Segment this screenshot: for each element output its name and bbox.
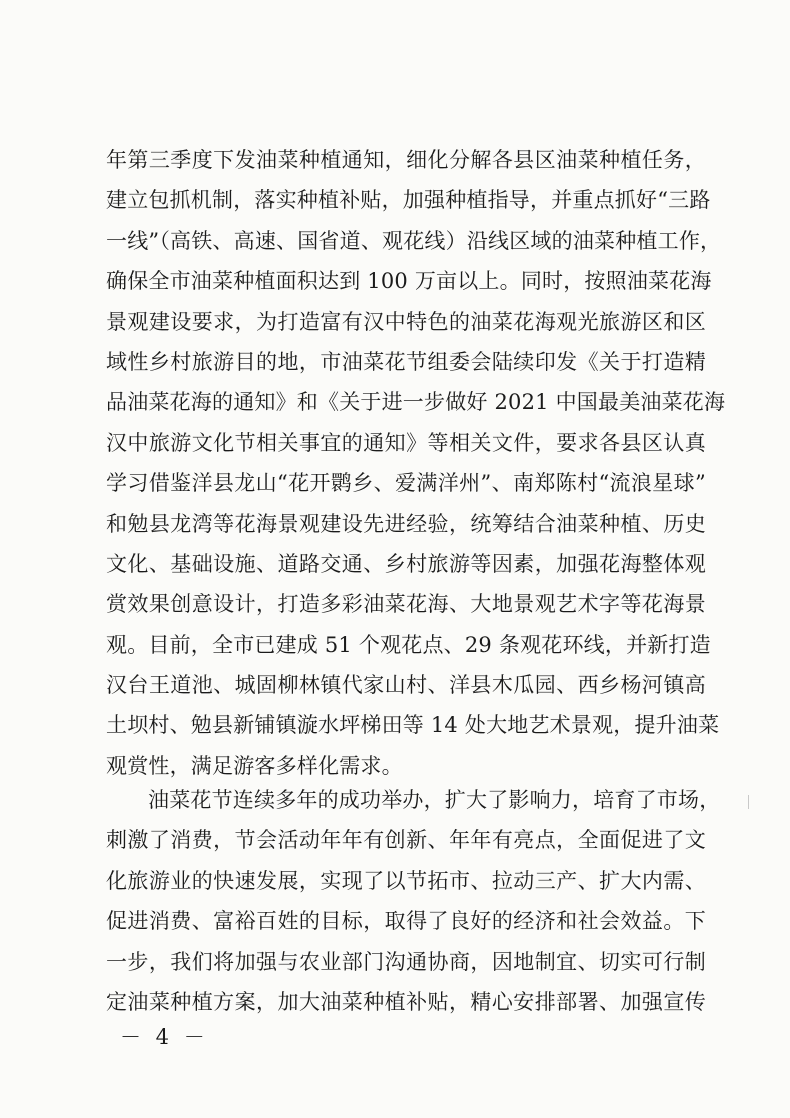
text-line: 观赏性，满足游客多样化需求。: [106, 753, 403, 778]
text-line: 汉台王道池、城固柳林镇代家山村、洋县木瓜园、西乡杨河镇高: [106, 673, 706, 698]
text-line: 赏效果创意设计，打造多彩油菜花海、大地景观艺术字等花海景: [106, 592, 706, 617]
page-number: － 4 －: [120, 1025, 209, 1049]
paragraph-1: [106, 140, 726, 786]
text-line: 品油菜花海的通知》和《关于进一步做好 2021 中国最美油菜花海: [106, 390, 726, 415]
text-line: 建立包抓机制，落实种植补贴，加强种植指导，并重点抓好“三路: [106, 188, 711, 213]
text-line: 一步，我们将加强与农业部门沟通协商，因地制宜、切实可行制: [106, 949, 706, 974]
text-line: 定油菜种植方案，加大油菜种植补贴，精心安排部署、加强宣传: [106, 989, 706, 1014]
text-line: 和勉县龙湾等花海景观建设先进经验，统筹结合油菜种植、历史: [106, 511, 706, 536]
text-line: 学习借鉴洋县龙山“花开鹮乡、爱满洋州”、南郑陈村“流浪星球”: [106, 471, 706, 496]
text-line: 促进消费、富裕百姓的目标，取得了良好的经济和社会效益。下: [106, 909, 706, 934]
text-line: 土坝村、勉县新铺镇漩水坪梯田等 14 处大地艺术景观，提升油菜: [106, 713, 720, 738]
text-line: 确保全市油菜种植面积达到 100 万亩以上。同时，按照油菜花海: [106, 269, 712, 294]
text-line: 一线”（高铁、高速、国省道、观花线）沿线区域的油菜种植工作，: [106, 228, 722, 253]
text-line: 油菜花节连续多年的成功举办，扩大了影响力，培育了市场，: [148, 788, 721, 812]
text-line: 刺激了消费，节会活动年年有创新、年年有亮点，全面促进了文: [106, 828, 706, 853]
text-line: 汉中旅游文化节相关事宜的通知》等相关文件，要求各县区认真: [106, 430, 706, 455]
text-line: 年第三季度下发油菜种植通知，细化分解各县区油菜种植任务，: [106, 148, 706, 172]
text-line: 化旅游业的快速发展，实现了以节拓市、拉动三产、扩大内需、: [106, 868, 706, 893]
text-line: 景观建设要求，为打造富有汉中特色的油菜花海观光旅游区和区: [106, 309, 706, 334]
text-line: 域性乡村旅游目的地，市油菜花节组委会陆续印发《关于打造精: [106, 349, 706, 374]
text-line: 文化、基础设施、道路交通、乡村旅游等因素，加强花海整体观: [106, 551, 706, 576]
text-line: 观。目前，全市已建成 51 个观花点、29 条观花环线，并新打造: [106, 632, 711, 657]
paragraph-2: [106, 780, 721, 1022]
scan-mark: [748, 795, 749, 809]
